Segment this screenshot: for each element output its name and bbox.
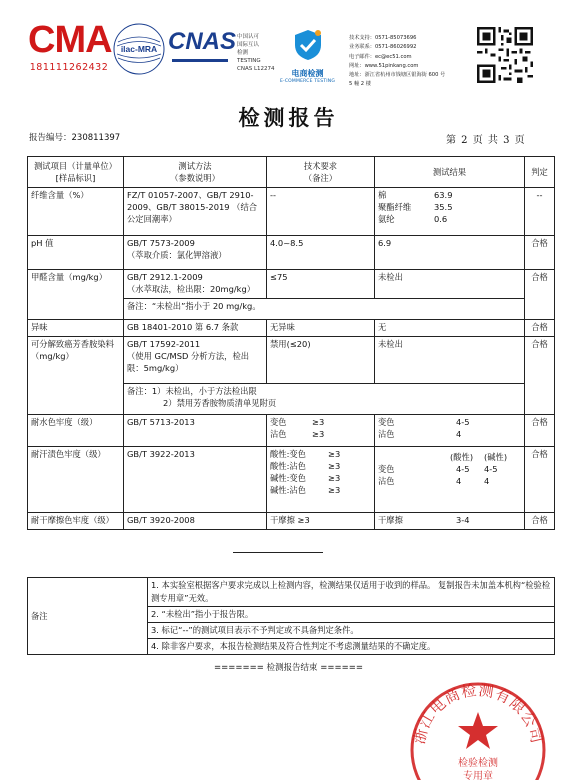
item-cell: 可分解致癌芳香胺染料（mg/kg） bbox=[28, 337, 124, 415]
item-cell: 纤维含量（%） bbox=[28, 188, 124, 236]
judgement-cell: 合格 bbox=[525, 447, 555, 513]
judgement-cell: 合格 bbox=[525, 337, 555, 415]
result-cell: 未检出 bbox=[375, 337, 525, 384]
table-row bbox=[28, 447, 555, 513]
cnas-logo: CNAS bbox=[168, 27, 234, 62]
method-cell: GB 18401-2010 第 6.7 条款 bbox=[124, 320, 267, 337]
result-cell: 6.9 bbox=[375, 236, 525, 270]
svg-text:专用章: 专用章 bbox=[463, 771, 493, 780]
requirement-cell: 酸性:变色 ≥3 酸性:沾色 ≥3 碱性:变色 ≥3 碱性:沾色 ≥3 bbox=[267, 447, 375, 513]
method-cell: GB/T 3920-2008 bbox=[124, 513, 267, 530]
judgement-cell: 合格 bbox=[525, 270, 555, 320]
svg-text:浙江电商检测有限公司: 浙江电商检测有限公司 bbox=[409, 680, 547, 746]
judgement-cell: -- bbox=[525, 188, 555, 236]
notes-label: 备注 bbox=[28, 578, 148, 655]
report-number: 报告编号：230811397 bbox=[29, 133, 121, 143]
col-header-judgement: 判定 bbox=[525, 157, 555, 188]
ilac-mra-logo bbox=[112, 22, 166, 76]
svg-text:检验检测: 检验检测 bbox=[458, 758, 498, 769]
divider-line bbox=[233, 552, 323, 553]
report-title: 检测报告 bbox=[238, 105, 339, 130]
svg-text:ilac-MRA: ilac-MRA bbox=[120, 44, 158, 54]
table-header-row bbox=[28, 157, 555, 188]
result-cell: 无 bbox=[375, 320, 525, 337]
test-results-table bbox=[27, 156, 555, 530]
table-row bbox=[28, 270, 555, 299]
star-icon bbox=[458, 712, 498, 749]
table-row bbox=[28, 578, 555, 607]
requirement-cell: 干摩擦 ≥3 bbox=[267, 513, 375, 530]
requirement-cell: 无异味 bbox=[267, 320, 375, 337]
page-indicator: 第 2 页 共 3 页 bbox=[446, 135, 526, 146]
col-header-item: 测试项目（计量单位） [样品标识] bbox=[28, 157, 124, 188]
table-row bbox=[28, 320, 555, 337]
company-seal bbox=[398, 668, 558, 780]
cma-number: 181111262432 bbox=[29, 62, 109, 73]
result-cell: 干摩擦 3-4 bbox=[375, 513, 525, 530]
item-cell: 耐干摩擦色牢度（级） bbox=[28, 513, 124, 530]
report-end-marker: ======= 检测报告结束 ====== bbox=[214, 663, 363, 673]
method-cell: GB/T 7573-2009 （萃取介质：氯化钾溶液） bbox=[124, 236, 267, 270]
cma-logo: CMA 181111262432 bbox=[28, 19, 112, 73]
col-header-requirement: 技术要求 （备注） bbox=[267, 157, 375, 188]
method-cell: GB/T 5713-2013 bbox=[124, 415, 267, 447]
note-item: 1. 本实验室根据客户要求完成以上检测内容，检测结果仅适用于收到的样品。 复制报告未加盖本机构“检验检测专用章”无效。 bbox=[148, 578, 555, 607]
judgement-cell: 合格 bbox=[525, 320, 555, 337]
method-cell: GB/T 2912.1-2009 （水萃取法，检出限：20mg/kg） bbox=[124, 270, 267, 299]
notes-table bbox=[27, 577, 555, 655]
ec-testing-logo: 电商检测 E-COMMERCE TESTING bbox=[275, 28, 340, 84]
result-cell: 棉 63.9 聚酯纤维 35.5 氨纶 0.6 bbox=[375, 188, 525, 236]
item-cell: 耐汗渍色牢度（级） bbox=[28, 447, 124, 513]
note-item: 3. 标记“--”的测试项目表示不予判定或不具备判定条件。 bbox=[148, 623, 555, 639]
result-cell: 未检出 bbox=[375, 270, 525, 299]
item-cell: pH 值 bbox=[28, 236, 124, 270]
method-cell: GB/T 17592-2011 （使用 GC/MSD 分析方法，检出限：5mg/kg） bbox=[124, 337, 267, 384]
judgement-cell: 合格 bbox=[525, 236, 555, 270]
judgement-cell: 合格 bbox=[525, 415, 555, 447]
result-cell: (酸性) (碱性) 变色 4-5 4-5 沾色 4 4 bbox=[375, 447, 525, 513]
judgement-cell: 合格 bbox=[525, 513, 555, 530]
table-row bbox=[28, 337, 555, 384]
item-cell: 耐水色牢度（级） bbox=[28, 415, 124, 447]
requirement-cell: 4.0~8.5 bbox=[267, 236, 375, 270]
qr-code bbox=[477, 27, 533, 83]
requirement-cell: ≤75 bbox=[267, 270, 375, 299]
note-item: 4. 除非客户要求，本报告检测结果及符合性判定不考虑测量结果的不确定度。 bbox=[148, 639, 555, 655]
cnas-cert-text: 中国认可 国际互认 检测 TESTING CNAS L12274 bbox=[237, 34, 275, 72]
note-cell: 备注：1）未检出，小于方法检出限 2）禁用芳香胺物质清单见附页 bbox=[124, 384, 525, 415]
method-cell: GB/T 3922-2013 bbox=[124, 447, 267, 513]
requirement-cell: -- bbox=[267, 188, 375, 236]
result-cell: 变色 4-5 沾色 4 bbox=[375, 415, 525, 447]
table-row bbox=[28, 236, 555, 270]
col-header-result: 测试结果 bbox=[375, 157, 525, 188]
note-item: 2. “未检出”指小于报告限。 bbox=[148, 607, 555, 623]
item-cell: 甲醛含量（mg/kg） bbox=[28, 270, 124, 320]
table-row bbox=[28, 415, 555, 447]
item-cell: 异味 bbox=[28, 320, 124, 337]
requirement-cell: 变色 ≥3 沾色 ≥3 bbox=[267, 415, 375, 447]
col-header-method: 测试方法 （参数说明） bbox=[124, 157, 267, 188]
table-row bbox=[28, 188, 555, 236]
requirement-cell: 禁用(≤20) bbox=[267, 337, 375, 384]
contact-info: 技术支持：0571-85073696 业务联系：0571-86026992 电子邮件：ec@ec51.com 网址：www.51pinkang.com 地址：浙江省杭州市钱塘区银海街 600 号 5 幢 2 楼 bbox=[349, 35, 446, 88]
table-row bbox=[28, 513, 555, 530]
method-cell: FZ/T 01057-2007、GB/T 2910-2009、GB/T 38015-2019 （结合公定回潮率） bbox=[124, 188, 267, 236]
note-cell: 备注：“未检出”指小于 20 mg/kg。 bbox=[124, 299, 525, 320]
shield-icon bbox=[291, 28, 325, 62]
